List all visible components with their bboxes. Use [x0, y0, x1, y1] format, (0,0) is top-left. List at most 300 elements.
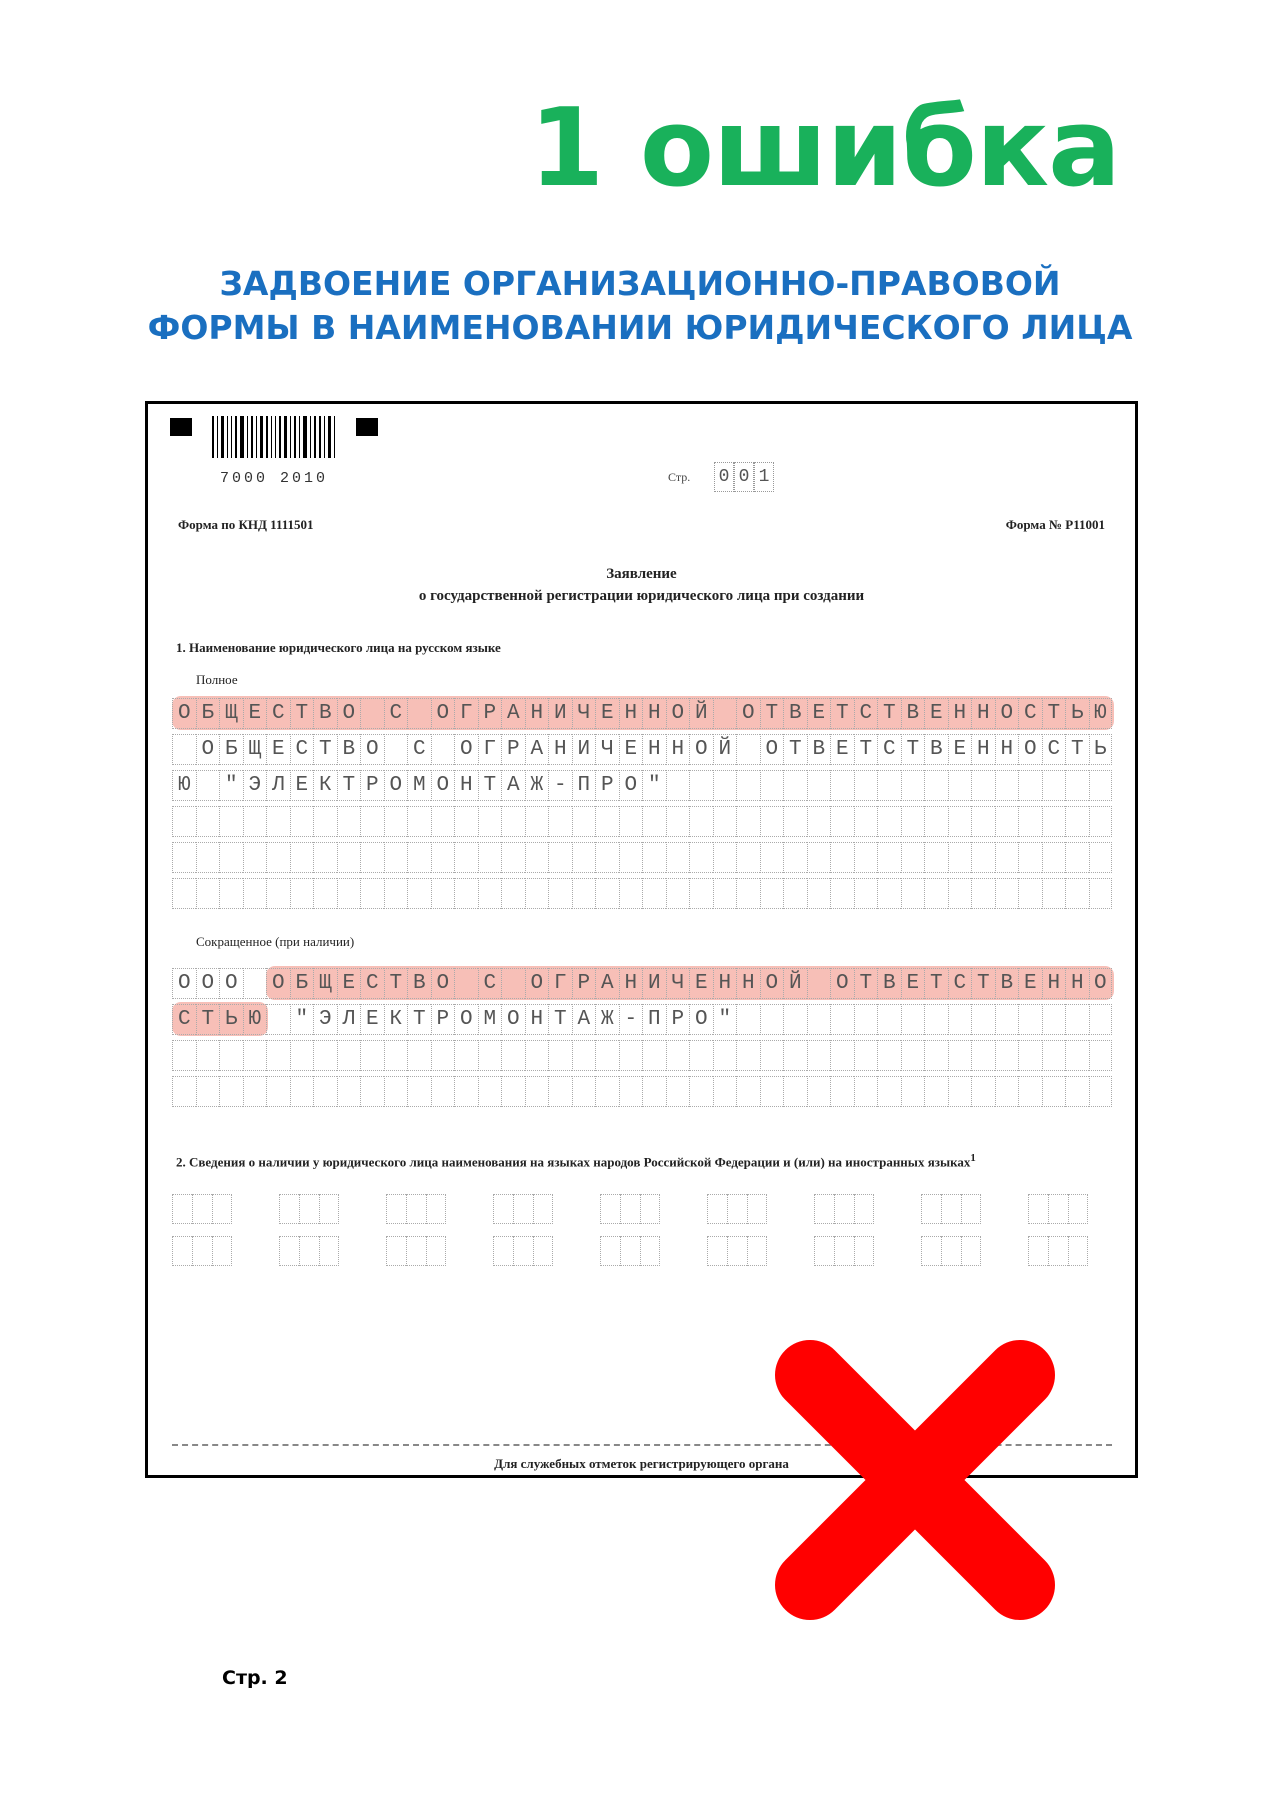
char-cell: Н [948, 698, 972, 729]
char-cell: В [807, 734, 831, 765]
char-cell [243, 806, 267, 837]
barcode-bar [251, 416, 253, 458]
char-cell [830, 1004, 854, 1035]
char-cell [666, 1076, 690, 1107]
char-cell [814, 1236, 834, 1266]
char-cell [619, 878, 643, 909]
char-cell: Н [454, 770, 478, 801]
char-cell [406, 1194, 426, 1224]
char-cell [1048, 1194, 1068, 1224]
char-cell [478, 806, 502, 837]
language-box-group [1028, 1194, 1088, 1224]
full-name-row [172, 770, 1112, 801]
barcode-bar [212, 416, 214, 458]
corner-marker-left [170, 418, 192, 436]
char-cell [533, 1194, 553, 1224]
char-cell [640, 1236, 660, 1266]
char-cell [313, 842, 337, 873]
page-digit: 0 [714, 462, 734, 492]
char-cell [689, 1040, 713, 1071]
char-cell: Е [1018, 968, 1042, 999]
char-cell [1065, 842, 1089, 873]
language-box-group [600, 1236, 660, 1266]
char-cell [337, 842, 361, 873]
char-cell [407, 842, 431, 873]
char-cell [924, 1040, 948, 1071]
char-cell: Н [525, 1004, 549, 1035]
service-note: Для служебных отметок регистрирующего органа [494, 1456, 789, 1471]
char-cell: О [454, 1004, 478, 1035]
char-cell: Т [548, 1004, 572, 1035]
char-cell [713, 770, 737, 801]
char-cell: Е [290, 770, 314, 801]
char-cell: О [431, 968, 455, 999]
char-cell [290, 1040, 314, 1071]
char-cell [877, 1040, 901, 1071]
section-2-title [176, 1149, 1111, 1171]
char-cell [1089, 770, 1113, 801]
char-cell [666, 806, 690, 837]
char-cell [736, 734, 760, 765]
barcode-bar [334, 416, 335, 458]
char-cell: Щ [219, 698, 243, 729]
char-cell [192, 1194, 212, 1224]
char-cell [212, 1194, 232, 1224]
char-cell [572, 1040, 596, 1071]
char-cell [713, 1076, 737, 1107]
char-cell: О [337, 698, 361, 729]
char-cell [807, 770, 831, 801]
short-name-row [172, 1076, 1112, 1107]
char-cell [572, 806, 596, 837]
char-cell [172, 842, 196, 873]
char-cell [736, 842, 760, 873]
char-cell [299, 1236, 319, 1266]
char-cell [219, 1076, 243, 1107]
char-cell: С [1042, 734, 1066, 765]
char-cell: В [783, 698, 807, 729]
char-cell [807, 968, 831, 999]
form-number: Форма № Р11001 [1005, 517, 1105, 532]
char-cell [620, 1236, 640, 1266]
corner-marker-right [356, 418, 378, 436]
char-cell [266, 1076, 290, 1107]
char-cell [595, 1040, 619, 1071]
char-cell [1089, 878, 1113, 909]
char-cell [1065, 878, 1089, 909]
char-cell [595, 806, 619, 837]
char-cell [877, 1076, 901, 1107]
language-box-group [814, 1194, 874, 1224]
char-cell [1089, 1004, 1113, 1035]
short-name-row [172, 968, 1112, 999]
char-cell: Ч [572, 698, 596, 729]
char-cell [313, 806, 337, 837]
page-footer: Стр. 2 [222, 1667, 288, 1689]
char-cell [707, 1194, 727, 1224]
barcode-bar [217, 416, 218, 458]
char-cell: Н [736, 968, 760, 999]
char-cell: Н [548, 734, 572, 765]
char-cell: Т [877, 698, 901, 729]
char-cell: Т [971, 968, 995, 999]
char-cell: Н [971, 734, 995, 765]
char-cell [548, 842, 572, 873]
char-cell [901, 1004, 925, 1035]
char-cell: Т [854, 968, 878, 999]
char-cell: Е [243, 698, 267, 729]
barcode-bar [314, 416, 316, 458]
char-cell [941, 1194, 961, 1224]
char-cell [736, 1040, 760, 1071]
char-cell [454, 878, 478, 909]
char-cell [243, 1076, 267, 1107]
char-cell: Е [948, 734, 972, 765]
char-cell [172, 734, 196, 765]
char-cell [924, 806, 948, 837]
char-cell [513, 1194, 533, 1224]
char-cell: О [736, 698, 760, 729]
char-cell: С [172, 1004, 196, 1035]
char-cell [337, 1040, 361, 1071]
char-cell [961, 1236, 981, 1266]
char-cell [760, 1040, 784, 1071]
char-cell [830, 878, 854, 909]
char-cell: Г [548, 968, 572, 999]
char-cell: А [595, 968, 619, 999]
char-cell: Ч [666, 968, 690, 999]
barcode-bar [303, 416, 307, 458]
char-cell: И [642, 968, 666, 999]
char-cell [783, 878, 807, 909]
char-cell [501, 806, 525, 837]
char-cell [513, 1236, 533, 1266]
char-cell [548, 1040, 572, 1071]
char-cell [642, 878, 666, 909]
char-cell: П [572, 770, 596, 801]
char-cell: " [290, 1004, 314, 1035]
char-cell: Р [501, 734, 525, 765]
barcode-bar [290, 416, 291, 458]
headline: 1 ошибка [529, 86, 1120, 211]
char-cell [921, 1194, 941, 1224]
char-cell [1018, 1040, 1042, 1071]
char-cell [971, 806, 995, 837]
char-cell: О [830, 968, 854, 999]
char-cell: " [642, 770, 666, 801]
full-name-row [172, 734, 1112, 765]
short-name-row [172, 1040, 1112, 1071]
char-cell [290, 806, 314, 837]
char-cell [971, 770, 995, 801]
char-cell: О [689, 734, 713, 765]
char-cell [172, 878, 196, 909]
char-cell [478, 842, 502, 873]
char-cell [727, 1236, 747, 1266]
char-cell: О [995, 698, 1019, 729]
barcode-bar [247, 416, 248, 458]
char-cell: В [995, 968, 1019, 999]
char-cell [407, 698, 431, 729]
page-digits [714, 462, 774, 492]
char-cell: Б [290, 968, 314, 999]
char-cell [1065, 1004, 1089, 1035]
char-cell [830, 806, 854, 837]
char-cell: Т [313, 734, 337, 765]
char-cell: Э [243, 770, 267, 801]
char-cell: Е [689, 968, 713, 999]
char-cell [924, 878, 948, 909]
char-cell [384, 878, 408, 909]
char-cell [760, 1076, 784, 1107]
char-cell: О [172, 968, 196, 999]
char-cell [360, 1076, 384, 1107]
char-cell [384, 1076, 408, 1107]
char-cell: Т [924, 968, 948, 999]
char-cell [313, 1076, 337, 1107]
char-cell: Н [619, 968, 643, 999]
char-cell [877, 1004, 901, 1035]
char-cell: " [713, 1004, 737, 1035]
char-cell [783, 842, 807, 873]
char-cell [971, 842, 995, 873]
char-cell [760, 878, 784, 909]
char-cell: Т [760, 698, 784, 729]
char-cell [807, 1076, 831, 1107]
char-cell [901, 1076, 925, 1107]
char-cell [901, 770, 925, 801]
document-title [148, 563, 1135, 607]
char-cell: Н [666, 734, 690, 765]
char-cell: Ч [595, 734, 619, 765]
char-cell: Т [1042, 698, 1066, 729]
char-cell [172, 1236, 192, 1266]
section-2-footnote: 1 [970, 1152, 976, 1164]
char-cell [713, 806, 737, 837]
char-cell [760, 842, 784, 873]
char-cell [807, 878, 831, 909]
char-cell [666, 770, 690, 801]
char-cell [948, 1040, 972, 1071]
section-2-text: 2. Сведения о наличии у юридического лица наименования на языках народов Российской Федерации и (или) на иностранных языках [176, 1154, 971, 1170]
char-cell [807, 842, 831, 873]
page-label: Стр. [668, 470, 691, 484]
language-box-group [1028, 1236, 1088, 1266]
document-title-line-1: Заявление [606, 566, 677, 582]
barcode-bar [221, 416, 224, 458]
char-cell [1042, 770, 1066, 801]
char-cell [572, 1076, 596, 1107]
char-cell [501, 878, 525, 909]
char-cell [1028, 1194, 1048, 1224]
char-cell [454, 968, 478, 999]
char-cell: Н [642, 698, 666, 729]
char-cell: Р [595, 770, 619, 801]
barcode-number: 7000 2010 [220, 470, 329, 487]
char-cell: О [760, 968, 784, 999]
language-box-group [172, 1194, 232, 1224]
char-cell [961, 1194, 981, 1224]
char-cell: К [313, 770, 337, 801]
char-cell: Ь [1065, 698, 1089, 729]
char-cell [854, 1076, 878, 1107]
char-cell [493, 1194, 513, 1224]
char-cell: Н [642, 734, 666, 765]
char-cell [548, 806, 572, 837]
char-cell: Ю [243, 1004, 267, 1035]
char-cell: О [1018, 734, 1042, 765]
page-digit: 1 [754, 462, 774, 492]
char-cell: С [407, 734, 431, 765]
char-cell: Щ [243, 734, 267, 765]
char-cell [995, 1076, 1019, 1107]
char-cell [689, 806, 713, 837]
char-cell [807, 1040, 831, 1071]
char-cell [266, 1004, 290, 1035]
char-cell [854, 1236, 874, 1266]
char-cell [783, 806, 807, 837]
char-cell: В [924, 734, 948, 765]
barcode-bar [328, 416, 331, 458]
char-cell [830, 770, 854, 801]
char-cell [313, 1040, 337, 1071]
char-cell [834, 1236, 854, 1266]
char-cell [1042, 878, 1066, 909]
char-cell [854, 842, 878, 873]
char-cell [736, 1076, 760, 1107]
char-cell [619, 1040, 643, 1071]
full-name-row [172, 806, 1112, 837]
char-cell [783, 1004, 807, 1035]
char-cell: " [219, 770, 243, 801]
char-cell: В [313, 698, 337, 729]
char-cell [830, 1076, 854, 1107]
char-cell: А [501, 698, 525, 729]
char-cell [196, 1076, 220, 1107]
language-box-group [921, 1194, 981, 1224]
language-box-group [707, 1236, 767, 1266]
char-cell [1018, 1076, 1042, 1107]
char-cell [279, 1236, 299, 1266]
char-cell: С [877, 734, 901, 765]
char-cell [1089, 806, 1113, 837]
char-cell [431, 1040, 455, 1071]
char-cell [854, 878, 878, 909]
char-cell: Е [901, 968, 925, 999]
language-box-group [814, 1236, 874, 1266]
char-cell [219, 842, 243, 873]
subtitle [0, 262, 1280, 350]
char-cell [501, 842, 525, 873]
char-cell [995, 806, 1019, 837]
char-cell [279, 1194, 299, 1224]
barcode-bar [284, 416, 287, 458]
char-cell [642, 806, 666, 837]
char-cell [290, 842, 314, 873]
char-cell [219, 806, 243, 837]
barcode-bar [240, 416, 244, 458]
char-cell [1018, 770, 1042, 801]
char-cell [290, 1076, 314, 1107]
char-cell: Н [1042, 968, 1066, 999]
char-cell: В [877, 968, 901, 999]
char-cell [783, 1076, 807, 1107]
char-cell [830, 842, 854, 873]
char-cell [948, 878, 972, 909]
char-cell [921, 1236, 941, 1266]
char-cell [1042, 1076, 1066, 1107]
char-cell: Й [783, 968, 807, 999]
char-cell [478, 1040, 502, 1071]
char-cell [478, 878, 502, 909]
char-cell [666, 842, 690, 873]
char-cell: Р [572, 968, 596, 999]
char-cell [525, 1040, 549, 1071]
char-cell [642, 1040, 666, 1071]
char-cell: Р [666, 1004, 690, 1035]
char-cell: Б [219, 734, 243, 765]
char-cell: П [642, 1004, 666, 1035]
full-name-row [172, 698, 1112, 729]
language-box-group [707, 1194, 767, 1224]
char-cell [243, 1040, 267, 1071]
subtitle-line-2: ФОРМЫ В НАИМЕНОВАНИИ ЮРИДИЧЕСКОГО ЛИЦА [147, 308, 1133, 347]
char-cell [1048, 1236, 1068, 1266]
char-cell [971, 878, 995, 909]
char-cell [1089, 1040, 1113, 1071]
char-cell [243, 842, 267, 873]
char-cell: Й [689, 698, 713, 729]
char-cell: О [760, 734, 784, 765]
char-cell [924, 1076, 948, 1107]
char-cell [995, 1004, 1019, 1035]
char-cell: Е [337, 968, 361, 999]
char-cell: Т [290, 698, 314, 729]
char-cell [877, 770, 901, 801]
char-cell: С [854, 698, 878, 729]
short-name-label: Сокращенное (при наличии) [196, 934, 355, 949]
char-cell: М [478, 1004, 502, 1035]
char-cell: Е [595, 698, 619, 729]
char-cell [172, 1076, 196, 1107]
char-cell [192, 1236, 212, 1266]
char-cell [689, 770, 713, 801]
char-cell [595, 842, 619, 873]
char-cell: Т [337, 770, 361, 801]
char-cell [971, 1004, 995, 1035]
char-cell: Н [1065, 968, 1089, 999]
char-cell: С [290, 734, 314, 765]
char-cell: Т [854, 734, 878, 765]
char-cell: Е [830, 734, 854, 765]
char-cell: Р [478, 698, 502, 729]
char-cell [1065, 1040, 1089, 1071]
barcode-bar [324, 416, 325, 458]
char-cell: В [337, 734, 361, 765]
char-cell: Н [525, 698, 549, 729]
char-cell [877, 806, 901, 837]
char-cell [1018, 878, 1042, 909]
char-cell [971, 1040, 995, 1071]
char-cell [736, 806, 760, 837]
char-cell: Б [196, 698, 220, 729]
char-cell [299, 1194, 319, 1224]
char-cell [901, 806, 925, 837]
char-cell: Е [807, 698, 831, 729]
subtitle-line-1: ЗАДВОЕНИЕ ОРГАНИЗАЦИОННО-ПРАВОВОЙ [219, 264, 1061, 303]
char-cell [196, 806, 220, 837]
char-cell [426, 1236, 446, 1266]
